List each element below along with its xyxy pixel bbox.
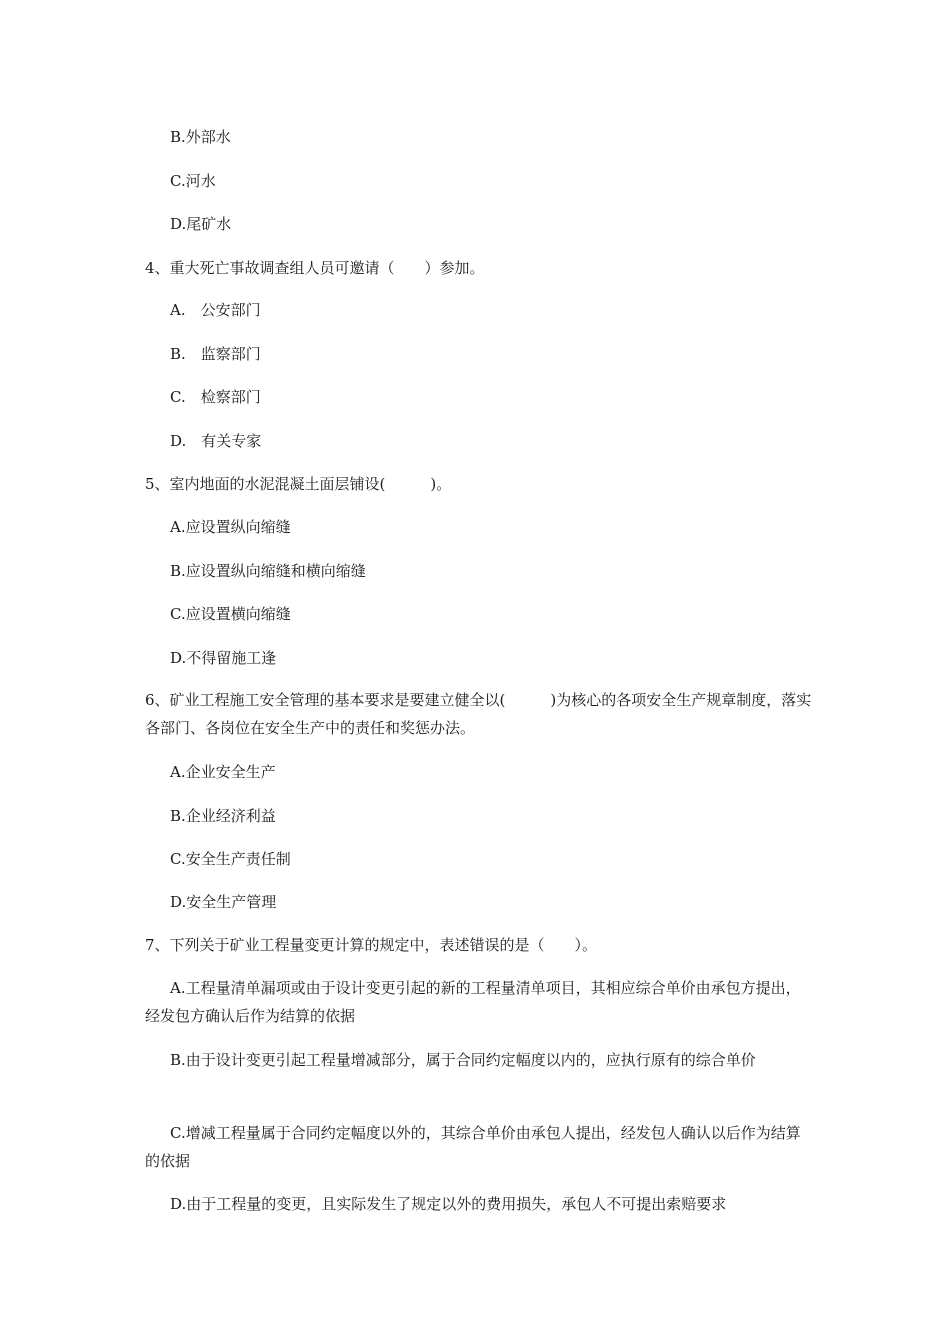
q4-option-b: B. 监察部门 [170, 345, 261, 363]
q4-option-d: D. 有关专家 [170, 432, 262, 450]
q7-option-d: D.由于工程量的变更，且实际发生了规定以外的费用损失，承包人不可提出索赔要求 [170, 1195, 727, 1213]
q6-option-c: C.安全生产责任制 [170, 850, 291, 868]
q7-stem: 7、下列关于矿业工程量变更计算的规定中，表述错误的是（ ）。 [145, 936, 598, 954]
q7-option-b: B.由于设计变更引起工程量增减部分，属于合同约定幅度以内的，应执行原有的综合单价 [170, 1051, 756, 1069]
q6-option-a: A.企业安全生产 [170, 763, 276, 781]
q5-option-c: C.应设置横向缩缝 [170, 605, 291, 623]
q4-option-c: C. 检察部门 [170, 388, 261, 406]
q5-option-d: D.不得留施工逢 [170, 649, 277, 667]
q4-stem: 4、重大死亡事故调查组人员可邀请（ ）参加。 [145, 259, 485, 277]
q6-option-d: D.安全生产管理 [170, 893, 277, 911]
q5-stem: 5、室内地面的水泥混凝土面层铺设( )。 [145, 475, 452, 493]
q6-stem: 6、矿业工程施工安全管理的基本要求是要建立健全以( )为核心的各项安全生产规章制度，落实各部门、各岗位在安全生产中的责任和奖惩办法。 [145, 691, 812, 737]
q7-option-c: C.增减工程量属于合同约定幅度以外的，其综合单价由承包人提出，经发包人确认以后作为结算的依据 [145, 1124, 801, 1170]
q3-option-c: C.河水 [170, 172, 216, 190]
q3-option-d: D.尾矿水 [170, 215, 232, 233]
q3-option-b: B.外部水 [170, 128, 231, 146]
q4-option-a: A. 公安部门 [170, 301, 261, 319]
q7-option-a: A.工程量清单漏项或由于设计变更引起的新的工程量清单项目，其相应综合单价由承包方提出，经发包方确认后作为结算的依据 [145, 979, 801, 1025]
q5-option-a: A.应设置纵向缩缝 [170, 518, 291, 536]
q6-option-b: B.企业经济利益 [170, 807, 276, 825]
q5-option-b: B.应设置纵向缩缝和横向缩缝 [170, 562, 366, 580]
